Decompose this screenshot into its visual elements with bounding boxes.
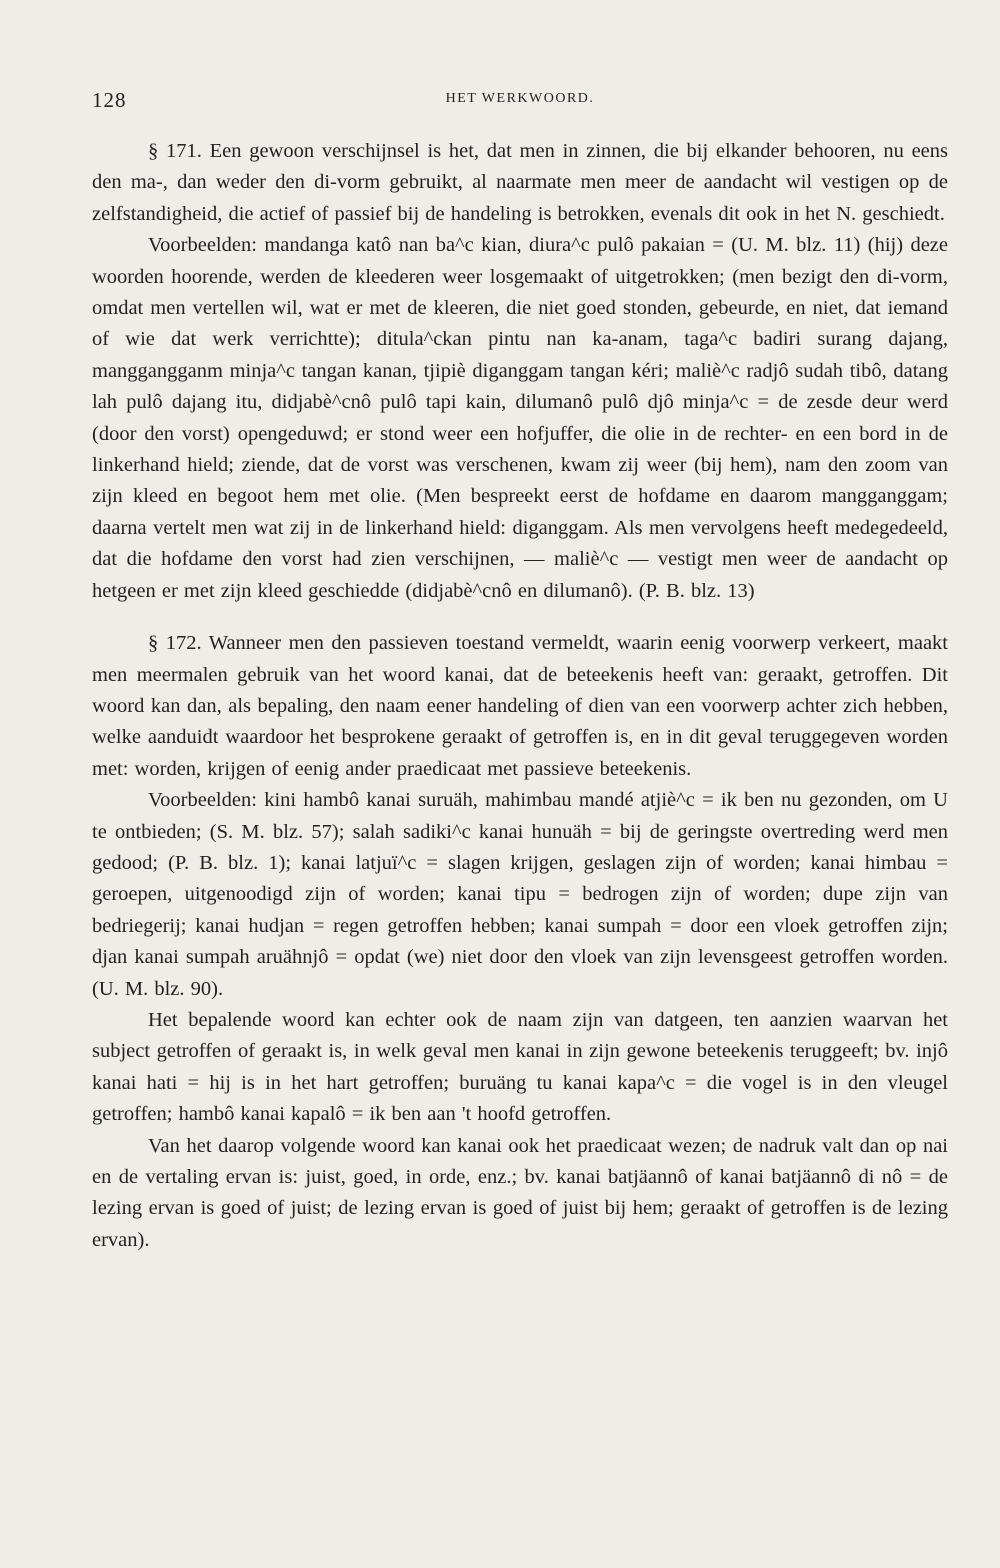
paragraph-171: § 171. Een gewoon verschijnsel is het, dat men in zinnen, die bij elkander behooren, nu eens den ma-, dan weder den di-vorm gebruikt, al naarmate men meer de aandacht wil vestigen op de zelfstandigheid, die actief of passief bij de handeling is betrokken, evenals dit ook in het N. geschiedt. (92, 140, 948, 225)
running-head: HET WERKWOORD. (445, 91, 595, 106)
page-header (92, 80, 948, 120)
paragraph-171-examples: Voorbeelden: mandanga katô nan ba^c kian, diura^c pulô pakaian = (U. M. blz. 11) (hij) deze woorden hoorende, werden de kleederen weer losgemaakt of uitgetrokken; (men bezigt den di-vorm, omdat men vertellen wil, wat er met de kleeren, die niet goed stonden, gebeurde, en niet, dat iemand of wie dat werk verrichtte); ditula^ckan pintu nan ka-anam, taga^c badiri surang dajang, manggangganm minja^c tangan kanan, tjipiè diganggam tangan kéri; maliè^c radjô sudah tibô, datang lah pulô dajang itu, didjabè^cnô pulô tapi kain, dilumanô pulô djô minja^c = de zesde deur werd (door den vorst) opengeduwd; er stond weer een hofjuffer, die olie in de rechter- en een bord in de linkerhand hield; ziende, dat de vorst was verschenen, kwam zij weer (bij hem), nam den zoom van zijn kleed en begoot hem met olie. (Men bespreekt eerst de hofdame en daarom mangganggam; daarna vertelt men wat zij in de linkerhand hield: diganggam. Als men vervolgens heeft medegedeeld, dat die hofdame den vorst had zien verschijnen, — maliè^c — vestigt men weer de aandacht op hetgeen er met zijn kleed geschiedde (didjabè^cnô en dilumanô). (P. B. blz. 13) (92, 234, 948, 602)
paragraph-172: § 172. Wanneer men den passieven toestand vermeldt, waarin eenig voorwerp verkeert, maakt men meermalen gebruik van het woord kanai, dat de beteekenis heeft van: geraakt, getroffen. Dit woord kan dan, als bepaling, den naam eener handeling of dien van een voorwerp achter zich hebben, welke aanduidt waardoor het besprokene geraakt of getroffen is, en in dit geval teruggegeven worden met: worden, krijgen of eenig ander praedicaat met passieve beteekenis. (92, 632, 948, 780)
page-number: 128 (92, 88, 127, 112)
paragraph-172-predicate: Van het daarop volgende woord kan kanai ook het praedicaat wezen; de nadruk valt dan op nai en de vertaling ervan is: juist, goed, in orde, enz.; bv. kanai batjäannô of kanai batjäannô di nô = de lezing ervan is goed of juist; de lezing ervan is goed of juist bij hem; geraakt of getroffen is de lezing ervan). (92, 1134, 948, 1251)
paragraph-172-examples: Voorbeelden: kini hambô kanai suruäh, mahimbau mandé atjiè^c = ik ben nu gezonden, om U te ontbieden; (S. M. blz. 57); salah sadiki^c kanai hunuäh = bij de geringste overtreding werd men gedood; (P. B. blz. 1); kanai latjuï^c = slagen krijgen, geslagen zijn of worden; kanai himbau = geroepen, uitgenoodigd zijn of worden; kanai tipu = bedrogen zijn of worden; dupe zijn van bedriegerij; kanai hudjan = regen getroffen hebben; kanai sumpah = door een vloek getroffen zijn; djan kanai sumpah aruähnjô = opdat (we) niet door den vloek van zijn levensgeest getroffen worden. (U. M. blz. 90). (92, 789, 948, 1000)
paragraph-172-subject: Het bepalende woord kan echter ook de naam zijn van datgeen, ten aanzien waarvan het subject getroffen of geraakt is, in welk geval men kanai in zijn gewone beteekenis teruggeeft; bv. injô kanai hati = hij is in het hart getroffen; buruäng tu kanai kapa^c = die vogel is in den vleugel getroffen; hambô kanai kapalô = ik ben aan 't hoofd getroffen. (92, 1008, 948, 1126)
